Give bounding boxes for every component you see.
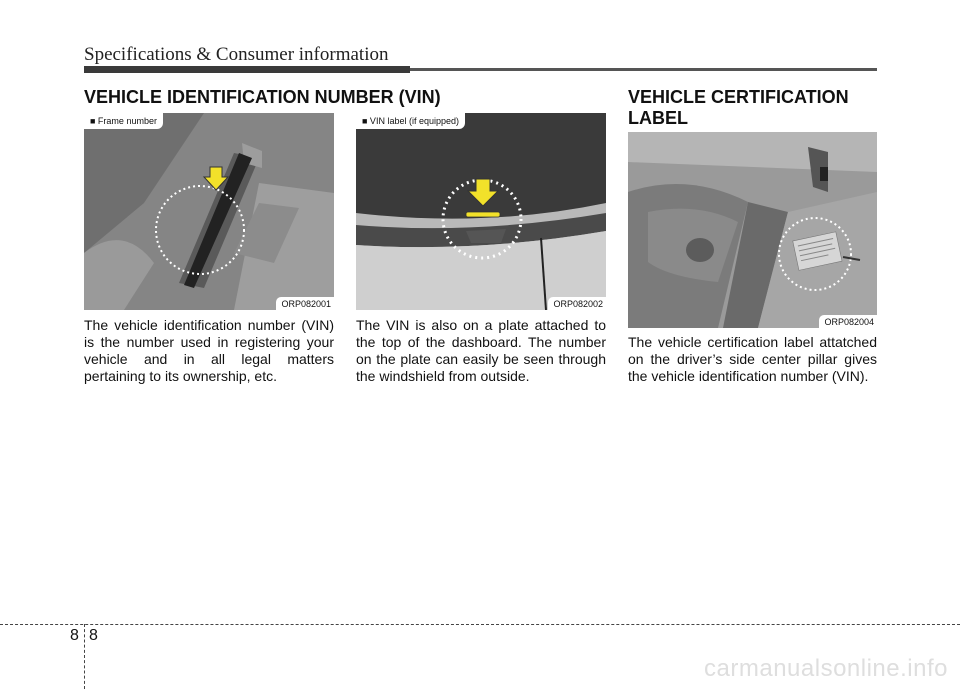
vin-photo-code: ORP082002 [548, 297, 606, 310]
vin-label-photo [356, 113, 606, 310]
vin-section-title: VEHICLE IDENTIFICATION NUMBER (VIN) [84, 87, 441, 107]
vin-plate-description: The VIN is also on a plate attached to the top of the dashboard. The number on the plate can easily be seen through the windshield from outside. [356, 317, 606, 384]
page-number-section: 8 [70, 627, 79, 644]
vin-photo-caption: ■ VIN label (if equipped) [356, 113, 465, 129]
cert-section-title [628, 87, 849, 129]
watermark: carmanualsonline.info [704, 655, 948, 682]
cert-photo-code: ORP082004 [819, 315, 877, 328]
header-rule [410, 68, 877, 71]
page-number: 8 [89, 627, 98, 644]
frame-photo-code: ORP082001 [276, 297, 334, 310]
vin-description: The vehicle identification number (VIN) is the number used in registering your vehicle and in all legal matters pertaining to its ownership, etc. [84, 317, 334, 384]
vin-plate [466, 212, 500, 217]
cert-photo-illustration [628, 132, 877, 328]
header-bar [84, 66, 410, 73]
header-title: Specifications & Consumer information [84, 44, 389, 65]
footer-rule [0, 624, 960, 625]
footer-divider [84, 624, 85, 689]
certification-label-photo [628, 132, 877, 328]
frame-photo-illustration [84, 113, 334, 310]
frame-number-photo [84, 113, 334, 310]
vin-photo-illustration [356, 113, 606, 310]
cert-title-line2: LABEL [628, 108, 688, 128]
cert-title-line1: VEHICLE CERTIFICATION [628, 87, 849, 107]
frame-photo-caption: ■ Frame number [84, 113, 163, 129]
certification-description: The vehicle certification label attatched on the driver’s side center pillar gives the vehicle identification number (VIN). [628, 334, 877, 384]
